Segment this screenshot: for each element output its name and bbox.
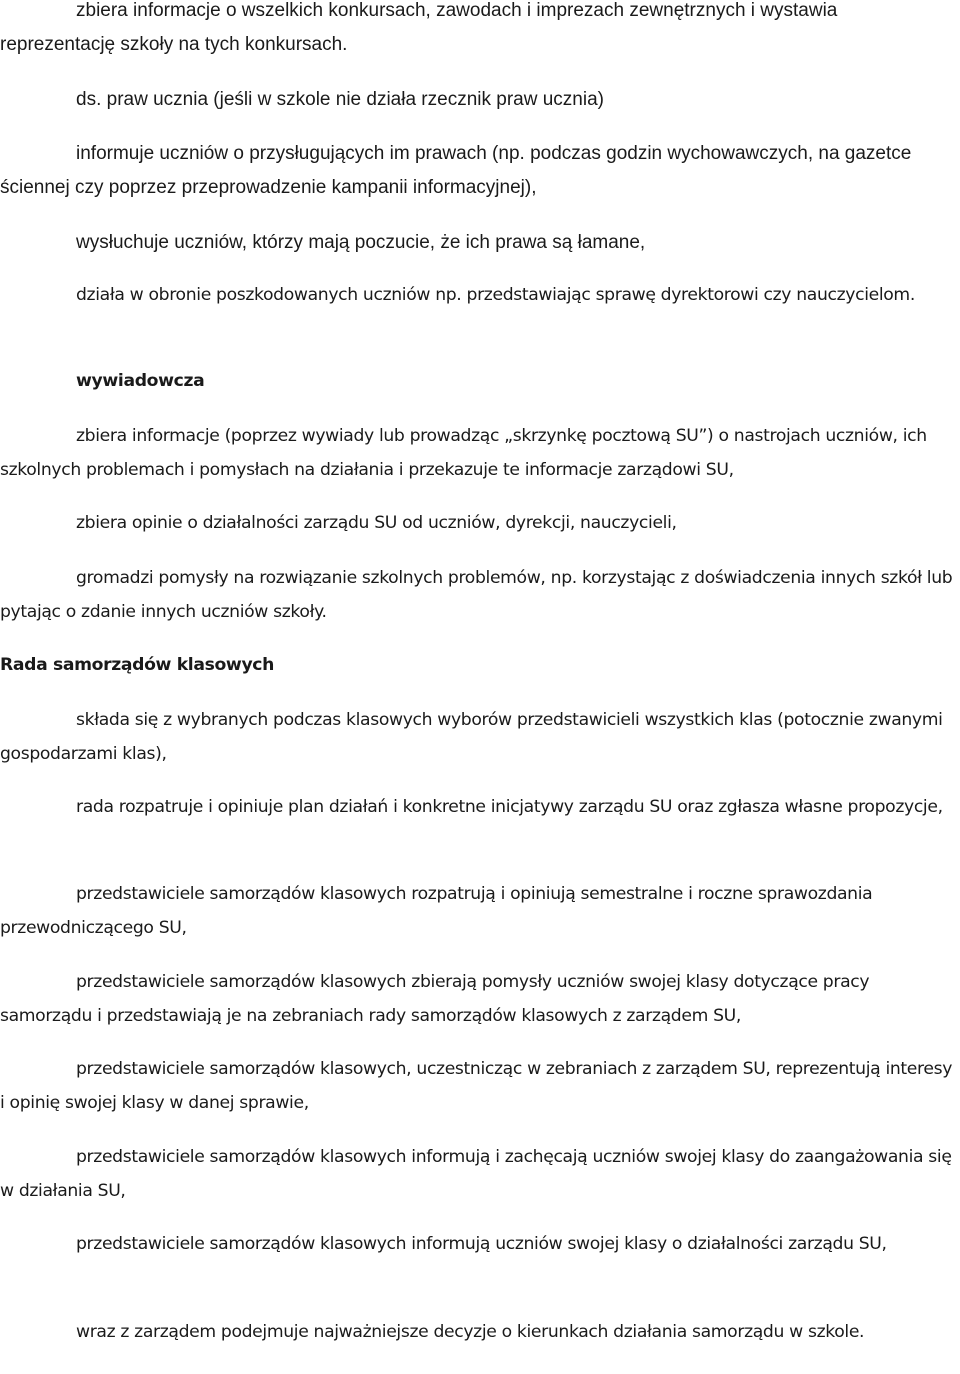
paragraph-composition: składa się z wybranych podczas klasowych wyborów przedstawicieli wszystkich klas (potocznie zwanymi gospodarzami klas), xyxy=(0,710,943,764)
section-heading-student-rights: ds. praw ucznia (jeśli w szkole nie działa rzecznik praw ucznia) xyxy=(76,89,604,110)
paragraph-class-ideas: przedstawiciele samorządów klasowych zbierają pomysły uczniów swojej klasy dotyczące pracy samorządu i przedstawiają je na zebraniach rady samorządów klasowych z zarządem SU, xyxy=(0,972,870,1026)
paragraph-inform-activity: przedstawiciele samorządów klasowych informują uczniów swojej klasy o działalności zarządu SU, xyxy=(76,1234,887,1254)
paragraph-encourage: przedstawiciele samorządów klasowych informują i zachęcają uczniów swojej klasy do zaangażowania się w działania SU, xyxy=(0,1147,952,1201)
paragraph-reports: przedstawiciele samorządów klasowych rozpatrują i opiniują semestralne i roczne sprawozdania przewodniczącego SU, xyxy=(0,884,873,938)
section-heading-intelligence: wywiadowcza xyxy=(76,371,205,391)
paragraph-gather-opinions: zbiera opinie o działalności zarządu SU od uczniów, dyrekcji, nauczycieli, xyxy=(76,513,677,533)
section-heading-class-councils: Rada samorządów klasowych xyxy=(0,655,275,675)
paragraph-contests: zbiera informacje o wszelkich konkursach, zawodach i imprezach zewnętrznych i wystawia reprezentację szkoły na tych konkursach. xyxy=(0,0,838,55)
paragraph-gather-info: zbiera informacje (poprzez wywiady lub prowadząc „skrzynkę pocztową SU”) o nastrojach uczniów, ich szkolnych problemach i pomysłach na działania i przekazuje te informacje zarządowi SU, xyxy=(0,426,927,480)
paragraph-listen-students: wysłuchuje uczniów, którzy mają poczucie, że ich prawa są łamane, xyxy=(76,232,646,253)
paragraph-decisions: wraz z zarządem podejmuje najważniejsze decyzje o kierunkach działania samorządu w szkole. xyxy=(76,1322,865,1342)
paragraph-collect-ideas: gromadzi pomysły na rozwiązanie szkolnych problemów, np. korzystając z doświadczenia innych szkół lub pytając o zdanie innych uczniów szkoły. xyxy=(0,568,953,622)
paragraph-represent: przedstawiciele samorządów klasowych, uczestnicząc w zebraniach z zarządem SU, reprezentują interesy i opinię swojej klasy w danej sprawie, xyxy=(0,1059,953,1113)
paragraph-defend-students: działa w obronie poszkodowanych uczniów np. przedstawiając sprawę dyrektorowi czy nauczycielom. xyxy=(76,285,915,305)
paragraph-inform-rights: informuje uczniów o przysługujących im prawach (np. podczas godzin wychowawczych, na gazetce ściennej czy poprzez przeprowadzenie kampanii informacyjnej), xyxy=(0,143,912,198)
paragraph-council-reviews: rada rozpatruje i opiniuje plan działań i konkretne inicjatywy zarządu SU oraz zgłasza własne propozycje, xyxy=(76,797,943,817)
